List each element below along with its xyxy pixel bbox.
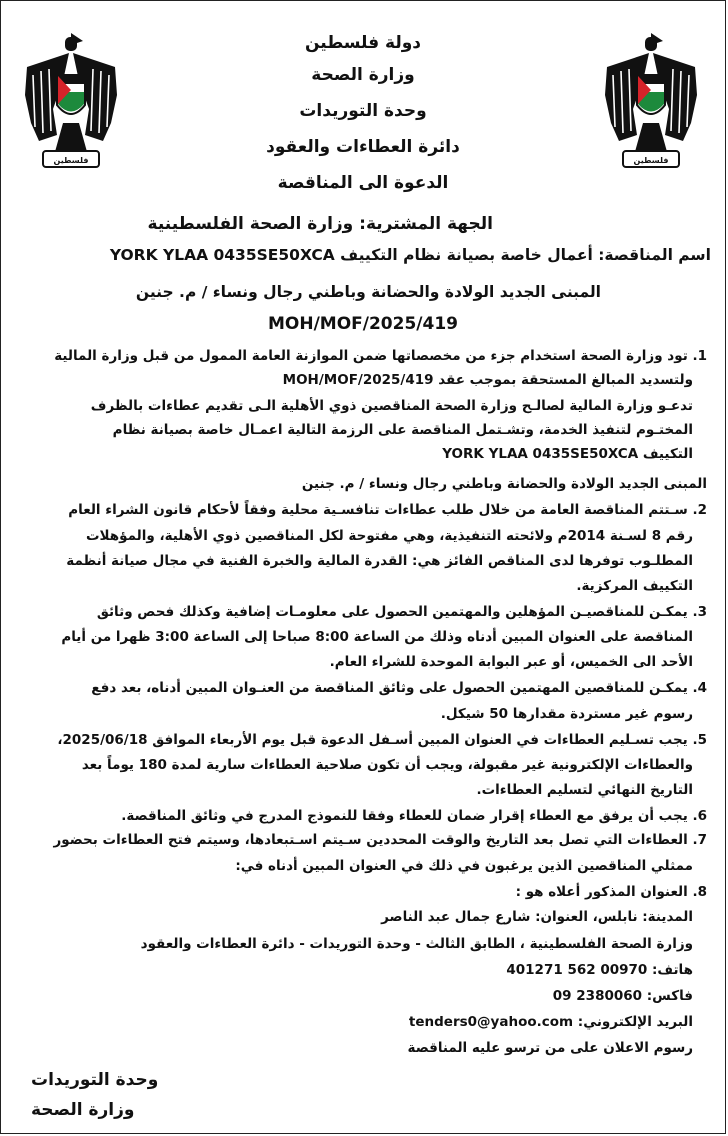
- clause-7-line: 7. العطاءات التي تصل بعد التاريخ والوقت المحددين سـيتم اسـتبعادها، وسيتم فتح العطاءات بحضور: [53, 832, 707, 848]
- tender-name-location: المبنى الجديد الولادة والحضانة وباطني رجال ونساء / م. جنين: [135, 283, 601, 301]
- palestine-eagle-emblem-left: [23, 31, 119, 171]
- emblem-caption: فلسطين: [53, 156, 89, 165]
- clause-5-line: التاريخ النهائي لتسليم العطاءات.: [476, 782, 693, 798]
- clause-2-line: رقم 8 لسـنة 2014م ولائحته التنفيذية، وهي مفتوحة لكل المناقصين ذوي الأهلية، والمؤهلات: [85, 528, 693, 544]
- clause-3-line: المناقصة على العنوان المبين أدناه وذلك من الساعة 8:00 صباحا إلى الساعة 3:00 ظهرا من أيام: [61, 629, 693, 645]
- clause-1-line: المبنى الجديد الولادة والحضانة وباطني رجال ونساء / م. جنين: [301, 476, 707, 492]
- tender-number: MOH/MOF/2025/419: [267, 314, 458, 334]
- clause-1-line: تدعـو وزارة المالية لصالـح وزارة الصحة المناقصين ذوي الأهلية الـى تقديم عطاءات بالظرف: [90, 398, 693, 414]
- header-unit: وحدة التوريدات: [299, 101, 427, 121]
- header-ministry: وزارة الصحة: [311, 65, 415, 85]
- tender-name: اسم المناقصة: أعمال خاصة بصيانة نظام التكييف YORK YLAA 0435SE50XCA: [109, 246, 711, 264]
- purchaser: الجهة المشترية: وزارة الصحة الفلسطينية: [147, 214, 493, 234]
- header-department: دائرة العطاءات والعقود: [266, 137, 460, 157]
- clause-2-line: التكييف المركزية.: [576, 578, 693, 594]
- clause-3-line: الأحد الى الخميس، أو عبر البوابة الموحدة للشراء العام.: [329, 654, 693, 670]
- clause-4-line: رسوم غير مستردة مقدارها 50 شيكل.: [440, 706, 693, 722]
- signature-ministry: وزارة الصحة: [31, 1100, 135, 1120]
- email: البريد الإلكتروني: tenders0@yahoo.com: [408, 1014, 693, 1030]
- clause-8-line: 8. العنوان المذكور أعلاه هو :: [515, 884, 707, 900]
- clause-1-line: المختـوم لتنفيذ الخدمة، وتشـتمل المناقصة على الرزمة التالية اعمـال خاصة بصيانة نظام: [112, 422, 693, 438]
- phone: هاتف: 00970 562 401271: [506, 962, 693, 978]
- emblem-caption: فلسطين: [633, 156, 669, 165]
- header-country: دولة فلسطين: [304, 33, 422, 53]
- clause-5-line: 5. يجب تسـليم العطاءات في العنوان المبين أسـفل الدعوة قبل يوم الأربعاء الموافق 2025/06/18،: [57, 732, 707, 748]
- clause-7-line: ممثلي المناقصين الذين يرغبون في ذلك في العنوان المبين أدناه في:: [235, 858, 693, 874]
- clause-4-line: 4. يمكـن للمناقصين المهتمين الحصول على وثائق المناقصة من العنـوان المبين أدناه، بعد دفع: [91, 680, 707, 696]
- header-invitation-title: الدعوة الى المناقصة: [277, 173, 449, 193]
- address-city: المدينة: نابلس، العنوان: شارع جمال عبد الناصر: [381, 909, 693, 925]
- clause-1-line: ولتسديد المبالغ المستحقة بموجب عقد MOH/MOF/2025/419: [282, 372, 693, 388]
- clause-1-line: 1. تود وزارة الصحة استخدام جزء من مخصصاتها ضمن الموازنة العامة الممول من قبل وزارة المالية: [54, 348, 707, 364]
- fax: فاكس: 2380060 09: [552, 988, 693, 1004]
- ad-fees-note: رسوم الاعلان على من ترسو عليه المناقصة: [407, 1040, 693, 1056]
- address-office: وزارة الصحة الفلسطينية ، الطابق الثالث - وحدة التوريدات - دائرة العطاءات والعقود: [140, 936, 693, 952]
- signature-unit: وحدة التوريدات: [31, 1070, 159, 1090]
- clause-5-line: والعطاءات الإلكترونية غير مقبولة، ويجب أن تكون صلاحية العطاءات سارية لمدة 180 يوماً بعد: [81, 757, 693, 773]
- clause-2-line: 2. سـتتم المناقصة العامة من خلال طلب عطاءات تنافسـية محلية وفقاً لأحكام قانون الشراء العام: [68, 502, 707, 518]
- clause-2-line: المطلـوب توفرها لدى المناقص الفائز هي: القدرة المالية والخبرة الفنية في مجال صيانة أنظمة: [66, 553, 693, 569]
- eagle-icon: [23, 31, 119, 171]
- eagle-icon: [603, 31, 699, 171]
- clause-6-line: 6. يجب أن يرفق مع العطاء إقرار ضمان للعطاء وفقا للنموذج المدرج في وثائق المناقصة.: [121, 808, 707, 824]
- clause-1-line: التكييف YORK YLAA 0435SE50XCA: [442, 446, 693, 462]
- palestine-eagle-emblem-right: [603, 31, 699, 171]
- clause-3-line: 3. يمكـن للمناقصيـن المؤهلين والمهتمين الحصول على معلومـات إضافية وكذلك فحص وثائق: [96, 604, 707, 620]
